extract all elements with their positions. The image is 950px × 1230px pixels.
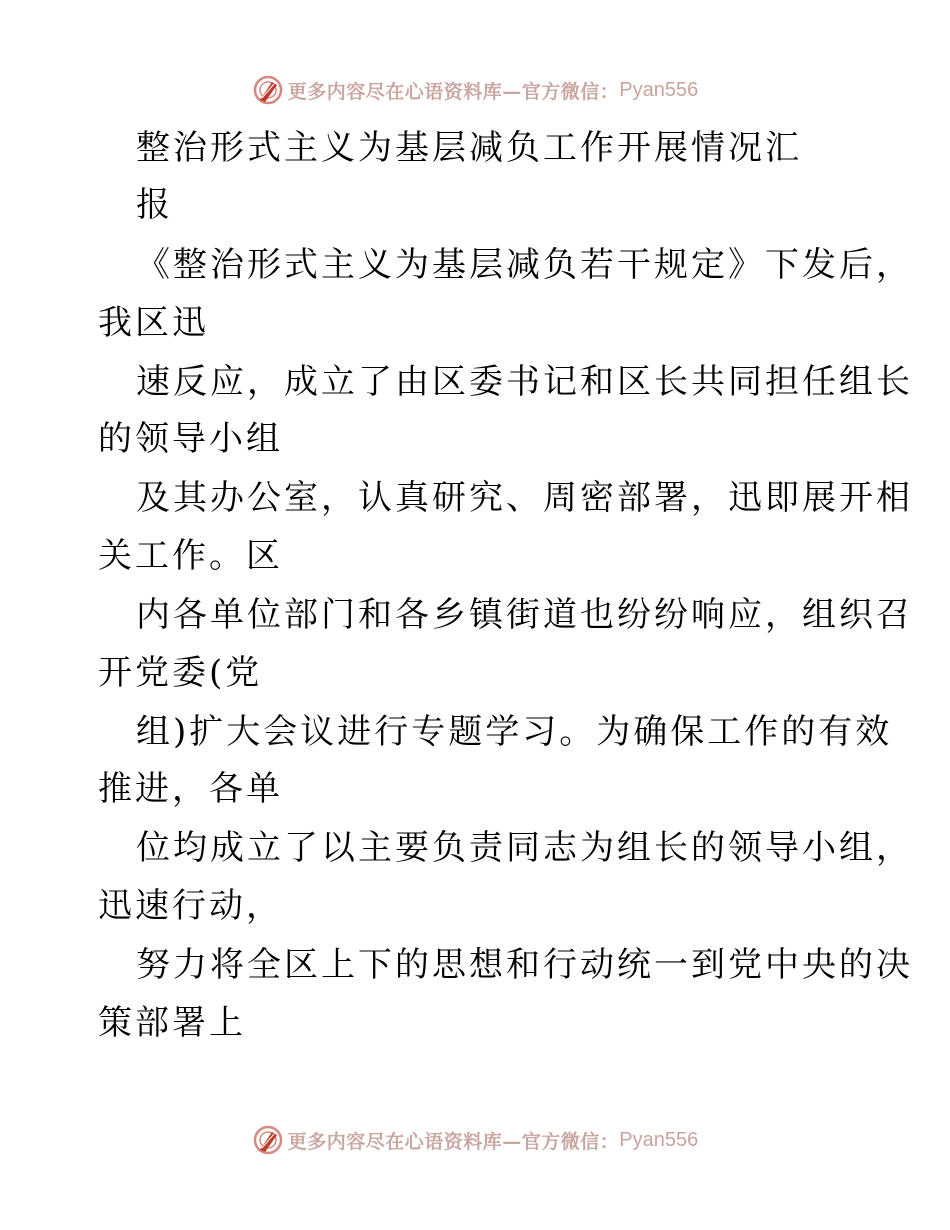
text-line: 开党委(党 xyxy=(98,653,263,693)
text-line: 策部署上 xyxy=(98,1003,246,1043)
title-line-1: 整治形式主义为基层减负工作开展情况汇 xyxy=(136,128,802,168)
text-line: 速反应，成立了由区委书记和区长共同担任组长 xyxy=(136,362,913,402)
text-line: 关工作。区 xyxy=(98,536,283,576)
footer-watermark xyxy=(0,1120,950,1160)
pen-nib-logo-icon xyxy=(252,74,284,106)
text-line: 《整治形式主义为基层减负若干规定》下发后， xyxy=(136,245,913,285)
text-line: 迅速行动， xyxy=(98,886,283,926)
text-line: 位均成立了以主要负责同志为组长的领导小组， xyxy=(136,828,913,868)
header-watermark-text: 更多内容尽在心语资料库—官方微信： xyxy=(287,80,620,103)
text-line: 推进，各单 xyxy=(98,769,283,809)
text-line: 的领导小组 xyxy=(98,419,283,459)
pen-nib-logo-icon xyxy=(252,1124,284,1156)
text-line: 努力将全区上下的思想和行动统一到党中央的决 xyxy=(136,945,913,985)
footer-watermark-text: 更多内容尽在心语资料库—官方微信： xyxy=(287,1130,620,1153)
footer-watermark-id: Pyan556 xyxy=(619,1128,699,1151)
header-watermark-id: Pyan556 xyxy=(619,78,699,101)
text-line: 及其办公室，认真研究、周密部署，迅即展开相 xyxy=(136,478,913,518)
title-line-2: 报 xyxy=(136,185,173,225)
text-line: 内各单位部门和各乡镇街道也纷纷响应，组织召 xyxy=(136,595,913,635)
text-line: 组)扩大会议进行专题学习。为确保工作的有效 xyxy=(136,712,893,752)
text-line: 我区迅 xyxy=(98,303,209,343)
header-watermark xyxy=(0,70,950,110)
